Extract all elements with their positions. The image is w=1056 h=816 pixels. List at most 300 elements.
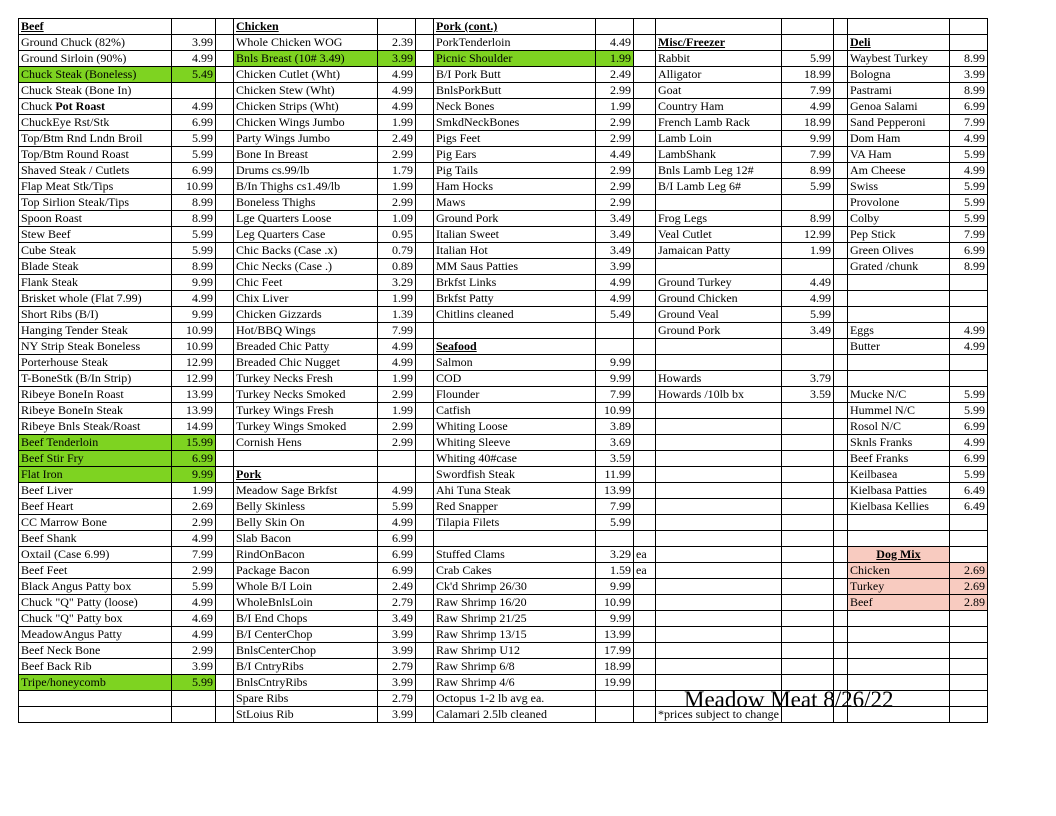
sheet-row (19, 323, 988, 339)
spacer-cell (634, 323, 656, 339)
misc-freezer-item-name: Frog Legs (656, 211, 782, 227)
beef-item-price: 13.99 (172, 387, 216, 403)
sheet-row (19, 35, 988, 51)
sheet-row (19, 291, 988, 307)
beef-item-price: 7.99 (172, 547, 216, 563)
spacer-cell (416, 83, 434, 99)
spacer-cell (416, 387, 434, 403)
deli-item-name: Green Olives (847, 243, 949, 259)
deli-item-price (949, 691, 987, 707)
spacer-cell (833, 483, 847, 499)
deli-item-price: 4.99 (949, 163, 987, 179)
spacer-cell (216, 451, 234, 467)
spacer-cell (634, 659, 656, 675)
sheet-row (19, 99, 988, 115)
misc-freezer-item-name (656, 195, 782, 211)
sheet-row (19, 259, 988, 275)
deli-item-price: 5.99 (949, 387, 987, 403)
spacer-cell (416, 115, 434, 131)
spacer-cell (634, 451, 656, 467)
deli-item-name: Hummel N/C (847, 403, 949, 419)
beef-item-name: Chuck Steak (Bone In) (19, 83, 172, 99)
spacer-cell (416, 707, 434, 723)
misc-freezer-item-price: 4.99 (781, 291, 833, 307)
pork-seafood-item-price: 3.49 (596, 227, 634, 243)
beef-item-price: 2.69 (172, 499, 216, 515)
chicken-pork-item-price (378, 467, 416, 483)
pork-seafood-item-name: Italian Sweet (434, 227, 596, 243)
pork-seafood-item-name: Raw Shrimp 13/15 (434, 627, 596, 643)
deli-item-price: 8.99 (949, 259, 987, 275)
pork-seafood-item-name: B/I Pork Butt (434, 67, 596, 83)
misc-freezer-item-name (656, 403, 782, 419)
misc-freezer-item-price: 3.79 (781, 371, 833, 387)
deli-item-name (847, 275, 949, 291)
deli-item-name: Provolone (847, 195, 949, 211)
chicken-pork-item-name: BnlsCenterChop (234, 643, 378, 659)
misc-freezer-item-name (656, 627, 782, 643)
misc-freezer-item-price (781, 355, 833, 371)
pork-seafood-item-price: 13.99 (596, 483, 634, 499)
beef-item-price: 5.99 (172, 579, 216, 595)
spacer-cell (833, 659, 847, 675)
beef-item-price: 5.49 (172, 67, 216, 83)
pork-seafood-item-name: Raw Shrimp U12 (434, 643, 596, 659)
spacer-cell (216, 83, 234, 99)
pork-seafood-item-name (434, 323, 596, 339)
spacer-cell (634, 163, 656, 179)
beef-item-name: Beef Shank (19, 531, 172, 547)
pork-seafood-item-price: 2.99 (596, 83, 634, 99)
beef-item-name: Oxtail (Case 6.99) (19, 547, 172, 563)
deli-item-price (949, 659, 987, 675)
spacer-cell (833, 419, 847, 435)
deli-item-name: Bologna (847, 67, 949, 83)
sheet-row (19, 611, 988, 627)
spacer-cell (833, 275, 847, 291)
deli-item-price (949, 675, 987, 691)
misc-freezer-item-name (656, 563, 782, 579)
spacer-cell (216, 515, 234, 531)
beef-item-price: 9.99 (172, 467, 216, 483)
beef-item-price: 8.99 (172, 211, 216, 227)
chicken-pork-item-name: Slab Bacon (234, 531, 378, 547)
spacer-cell (216, 547, 234, 563)
beef-item-price: 2.99 (172, 515, 216, 531)
section-header: Chicken (234, 19, 378, 35)
beef-item-price: 14.99 (172, 419, 216, 435)
misc-freezer-item-name (656, 643, 782, 659)
spacer-cell (634, 707, 656, 723)
beef-item-name: Short Ribs (B/I) (19, 307, 172, 323)
deli-item-name (847, 627, 949, 643)
sheet-row (19, 643, 988, 659)
beef-item-price: 4.99 (172, 595, 216, 611)
misc-freezer-item-price (781, 627, 833, 643)
chicken-pork-item-name: Belly Skin On (234, 515, 378, 531)
spacer-cell (833, 99, 847, 115)
pork-seafood-item-price: 7.99 (596, 387, 634, 403)
spacer-cell (416, 355, 434, 371)
beef-item-price: 8.99 (172, 195, 216, 211)
pork-seafood-item-price: 1.59 (596, 563, 634, 579)
deli-item-name: Beef Franks (847, 451, 949, 467)
spacer-cell (634, 115, 656, 131)
chicken-pork-item-price: 6.99 (378, 563, 416, 579)
spacer-cell (634, 131, 656, 147)
chicken-pork-item-name: Drums cs.99/lb (234, 163, 378, 179)
misc-freezer-item-name (656, 355, 782, 371)
spacer-cell (634, 35, 656, 51)
pork-seafood-item-price: 2.99 (596, 195, 634, 211)
chicken-pork-item-name: Turkey Wings Fresh (234, 403, 378, 419)
deli-item-price: 3.99 (949, 67, 987, 83)
beef-item-name (19, 707, 172, 723)
deli-item-price: 6.49 (949, 499, 987, 515)
item-unit: ea (634, 563, 656, 579)
chicken-pork-item-name: Meadow Sage Brkfst (234, 483, 378, 499)
spacer-cell (634, 691, 656, 707)
beef-item-name: Tripe/honeycomb (19, 675, 172, 691)
chicken-pork-item-name: Chix Liver (234, 291, 378, 307)
pork-seafood-item-price: 10.99 (596, 595, 634, 611)
sheet-row (19, 659, 988, 675)
spacer-cell (416, 435, 434, 451)
chicken-pork-item-price: 7.99 (378, 323, 416, 339)
chicken-pork-item-name: Cornish Hens (234, 435, 378, 451)
misc-freezer-item-price: 4.99 (781, 99, 833, 115)
pork-seafood-item-name: Whiting Sleeve (434, 435, 596, 451)
sheet-row (19, 355, 988, 371)
deli-item-name: Kielbasa Kellies (847, 499, 949, 515)
spacer-cell (216, 147, 234, 163)
beef-item-price: 9.99 (172, 275, 216, 291)
deli-item-name: Swiss (847, 179, 949, 195)
spacer-cell (416, 131, 434, 147)
chicken-pork-item-price: 3.99 (378, 707, 416, 723)
spacer-cell (634, 483, 656, 499)
chicken-pork-item-name: WholeBnlsLoin (234, 595, 378, 611)
pork-seafood-item-price: 4.99 (596, 291, 634, 307)
misc-freezer-item-price (781, 19, 833, 35)
deli-item-price (949, 371, 987, 387)
chicken-pork-item-price: 1.99 (378, 403, 416, 419)
pork-seafood-item-price: 3.69 (596, 435, 634, 451)
deli-item-name: Rosol N/C (847, 419, 949, 435)
beef-item-price: 2.99 (172, 563, 216, 579)
spacer-cell (634, 387, 656, 403)
deli-item-name: Waybest Turkey (847, 51, 949, 67)
pork-seafood-item-price: 4.49 (596, 147, 634, 163)
spacer-cell (634, 627, 656, 643)
spacer-cell (833, 435, 847, 451)
pork-seafood-item-name: Brkfst Patty (434, 291, 596, 307)
spacer-cell (833, 387, 847, 403)
spacer-cell (634, 275, 656, 291)
deli-item-price: 7.99 (949, 227, 987, 243)
sheet-row (19, 131, 988, 147)
spacer-cell (833, 355, 847, 371)
spacer-cell (216, 595, 234, 611)
beef-item-name: NY Strip Steak Boneless (19, 339, 172, 355)
deli-item-name: Am Cheese (847, 163, 949, 179)
spacer-cell (833, 323, 847, 339)
chicken-pork-item-price: 1.79 (378, 163, 416, 179)
misc-freezer-item-name (656, 595, 782, 611)
deli-item-price (949, 35, 987, 51)
item-name-text: Chuck (21, 99, 56, 113)
beef-item-price: 6.99 (172, 451, 216, 467)
beef-item-price: 15.99 (172, 435, 216, 451)
beef-item-name: Hanging Tender Steak (19, 323, 172, 339)
beef-item-name: Brisket whole (Flat 7.99) (19, 291, 172, 307)
misc-freezer-item-price (781, 403, 833, 419)
misc-freezer-item-price: 3.49 (781, 323, 833, 339)
misc-freezer-item-name: Ground Veal (656, 307, 782, 323)
spacer-cell (833, 611, 847, 627)
chicken-pork-item-price: 4.99 (378, 483, 416, 499)
spacer-cell (216, 691, 234, 707)
spacer-cell (634, 291, 656, 307)
sheet-row (19, 499, 988, 515)
pork-seafood-item-name: Pig Ears (434, 147, 596, 163)
spacer-cell (833, 499, 847, 515)
pork-seafood-item-price: 3.29 (596, 547, 634, 563)
deli-item-name: Beef (847, 595, 949, 611)
sheet-row (19, 243, 988, 259)
spacer-cell (216, 35, 234, 51)
spacer-cell (216, 355, 234, 371)
beef-item-name: Beef Heart (19, 499, 172, 515)
sheet-row (19, 627, 988, 643)
misc-freezer-item-name: Rabbit (656, 51, 782, 67)
deli-item-price: 5.99 (949, 179, 987, 195)
deli-item-name (847, 371, 949, 387)
spacer-cell (833, 531, 847, 547)
beef-item-price: 12.99 (172, 355, 216, 371)
misc-freezer-item-price (781, 531, 833, 547)
beef-item-name (19, 691, 172, 707)
chicken-pork-item-name: Whole B/I Loin (234, 579, 378, 595)
pork-seafood-item-price: 4.99 (596, 275, 634, 291)
spacer-cell (833, 547, 847, 563)
deli-item-price: 6.99 (949, 99, 987, 115)
spacer-cell (634, 243, 656, 259)
pork-seafood-item-price: 9.99 (596, 371, 634, 387)
chicken-pork-item-name: Leg Quarters Case (234, 227, 378, 243)
spacer-cell (833, 227, 847, 243)
chicken-pork-item-price: 1.99 (378, 291, 416, 307)
pork-seafood-item-price: 2.99 (596, 115, 634, 131)
section-header: Beef (19, 19, 172, 35)
deli-item-price: 5.99 (949, 467, 987, 483)
misc-freezer-item-name: Goat (656, 83, 782, 99)
chicken-pork-item-price: 4.99 (378, 67, 416, 83)
spacer-cell (416, 451, 434, 467)
misc-freezer-item-price: 7.99 (781, 83, 833, 99)
spacer-cell (833, 291, 847, 307)
spacer-cell (833, 371, 847, 387)
chicken-pork-item-name: Breaded Chic Patty (234, 339, 378, 355)
spacer-cell (216, 371, 234, 387)
sheet-row (19, 579, 988, 595)
spacer-cell (216, 611, 234, 627)
sheet-row (19, 403, 988, 419)
spacer-cell (634, 579, 656, 595)
spacer-cell (216, 163, 234, 179)
spacer-cell (216, 115, 234, 131)
spacer-cell (416, 147, 434, 163)
pork-seafood-item-name: Whiting Loose (434, 419, 596, 435)
deli-item-name: VA Ham (847, 147, 949, 163)
deli-item-price (949, 307, 987, 323)
pork-seafood-item-name: Italian Hot (434, 243, 596, 259)
pork-seafood-item-price: 4.49 (596, 35, 634, 51)
spacer-cell (634, 467, 656, 483)
deli-item-name: Sknls Franks (847, 435, 949, 451)
sheet-row (19, 179, 988, 195)
deli-item-name (847, 531, 949, 547)
deli-item-name: Keilbasea (847, 467, 949, 483)
sheet-row (19, 19, 988, 35)
spacer-cell (634, 339, 656, 355)
beef-item-price: 3.99 (172, 659, 216, 675)
chicken-pork-item-price: 4.99 (378, 515, 416, 531)
spacer-cell (216, 435, 234, 451)
chicken-pork-item-price: 3.49 (378, 611, 416, 627)
misc-freezer-item-price (781, 451, 833, 467)
beef-item-name: Cube Steak (19, 243, 172, 259)
beef-item-price: 5.99 (172, 227, 216, 243)
deli-item-price: 6.99 (949, 419, 987, 435)
chicken-pork-item-name: Turkey Necks Smoked (234, 387, 378, 403)
spacer-cell (416, 499, 434, 515)
spacer-cell (833, 147, 847, 163)
spacer-cell (416, 371, 434, 387)
misc-freezer-item-name (656, 259, 782, 275)
pork-seafood-item-name: Ck'd Shrimp 26/30 (434, 579, 596, 595)
beef-item-name: ChuckEye Rst/Stk (19, 115, 172, 131)
spacer-cell (216, 323, 234, 339)
spacer-cell (216, 483, 234, 499)
sheet-row (19, 371, 988, 387)
chicken-pork-item-name: B/I CenterChop (234, 627, 378, 643)
spacer-cell (216, 131, 234, 147)
chicken-pork-item-name: Party Wings Jumbo (234, 131, 378, 147)
deli-item-name (847, 355, 949, 371)
spacer-cell (634, 195, 656, 211)
deli-item-price: 6.99 (949, 451, 987, 467)
pork-seafood-item-name: BnlsPorkButt (434, 83, 596, 99)
chicken-pork-item-price: 3.99 (378, 643, 416, 659)
spacer-cell (216, 627, 234, 643)
chicken-pork-item-price: 1.99 (378, 371, 416, 387)
beef-item-price: 9.99 (172, 307, 216, 323)
chicken-pork-item-name: RindOnBacon (234, 547, 378, 563)
misc-freezer-item-price (781, 419, 833, 435)
spacer-cell (216, 51, 234, 67)
beef-item-name: Beef Feet (19, 563, 172, 579)
chicken-pork-item-price: 2.79 (378, 659, 416, 675)
spacer-cell (416, 579, 434, 595)
beef-item-name: Ground Sirloin (90%) (19, 51, 172, 67)
misc-freezer-item-name (656, 659, 782, 675)
spacer-cell (216, 531, 234, 547)
pork-seafood-item-price: 9.99 (596, 579, 634, 595)
chicken-pork-item-name: Belly Skinless (234, 499, 378, 515)
pork-seafood-item-name: Ground Pork (434, 211, 596, 227)
pork-seafood-item-name: PorkTenderloin (434, 35, 596, 51)
spacer-cell (634, 179, 656, 195)
misc-freezer-item-name (656, 611, 782, 627)
spacer-cell (416, 515, 434, 531)
spacer-cell (833, 243, 847, 259)
misc-freezer-item-name (656, 339, 782, 355)
spacer-cell (216, 99, 234, 115)
spacer-cell (833, 195, 847, 211)
pork-seafood-item-price: 19.99 (596, 675, 634, 691)
sheet-row (19, 595, 988, 611)
spacer-cell (216, 419, 234, 435)
misc-freezer-item-name: Lamb Loin (656, 131, 782, 147)
chicken-pork-item-name: Chic Feet (234, 275, 378, 291)
deli-item-name (847, 307, 949, 323)
chicken-pork-item-name: Whole Chicken WOG (234, 35, 378, 51)
spacer-cell (216, 579, 234, 595)
spacer-cell (833, 131, 847, 147)
misc-freezer-item-name: Ground Chicken (656, 291, 782, 307)
deli-item-price (949, 627, 987, 643)
deli-item-name: Eggs (847, 323, 949, 339)
beef-item-price: 5.99 (172, 675, 216, 691)
pork-seafood-item-price (596, 323, 634, 339)
beef-item-name: Stew Beef (19, 227, 172, 243)
spacer-cell (416, 275, 434, 291)
spacer-cell (216, 403, 234, 419)
beef-item-price: 10.99 (172, 323, 216, 339)
sheet-row (19, 547, 988, 563)
beef-item-price: 8.99 (172, 259, 216, 275)
spacer-cell (216, 211, 234, 227)
spacer-cell (833, 515, 847, 531)
spacer-cell (216, 643, 234, 659)
spacer-cell (416, 19, 434, 35)
misc-freezer-item-price (781, 195, 833, 211)
chicken-pork-item-price: 4.99 (378, 339, 416, 355)
pork-seafood-item-name (434, 531, 596, 547)
section-header: Seafood (434, 339, 596, 355)
deli-item-name: Genoa Salami (847, 99, 949, 115)
sheet-row (19, 531, 988, 547)
misc-freezer-item-name: Alligator (656, 67, 782, 83)
chicken-pork-item-price: 2.49 (378, 579, 416, 595)
spacer-cell (416, 531, 434, 547)
beef-item-price (172, 691, 216, 707)
deli-item-price (949, 531, 987, 547)
chicken-pork-item-price: 6.99 (378, 531, 416, 547)
spacer-cell (833, 211, 847, 227)
spacer-cell (416, 691, 434, 707)
chicken-pork-item-price: 3.29 (378, 275, 416, 291)
misc-freezer-item-price: 18.99 (781, 67, 833, 83)
misc-freezer-item-name (656, 19, 782, 35)
misc-freezer-item-price (781, 499, 833, 515)
misc-freezer-item-name (656, 419, 782, 435)
spacer-cell (216, 467, 234, 483)
pork-seafood-item-price: 10.99 (596, 403, 634, 419)
spacer-cell (833, 563, 847, 579)
pork-seafood-item-name: Stuffed Clams (434, 547, 596, 563)
